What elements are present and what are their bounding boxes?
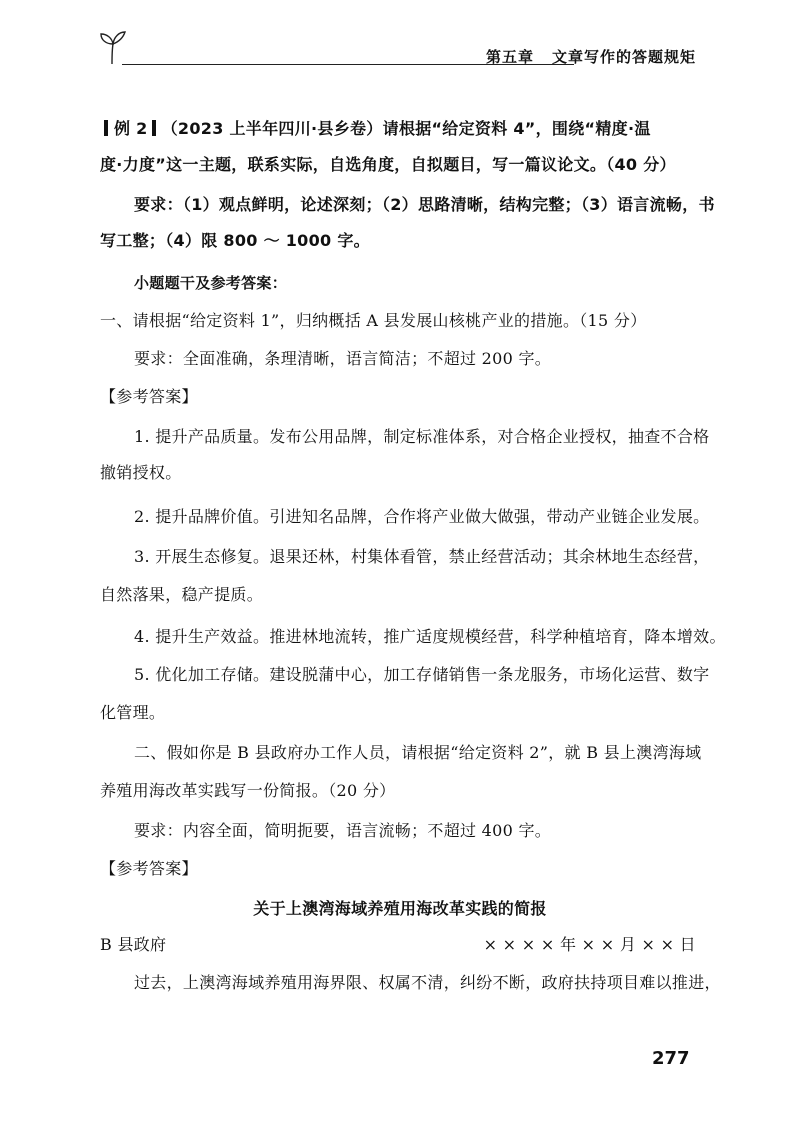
brief-meta [100, 934, 696, 956]
q2-requirement: 要求：内容全面，简明扼要，语言流畅；不超过 400 字。 [134, 821, 552, 840]
example-line-1 [100, 118, 700, 140]
brief-title: 关于上澳湾海域养殖用海改革实践的简报 [253, 899, 547, 918]
q1-stem: 一、请根据“给定资料 1”，归纳概括 A 县发展山核桃产业的措施。（15 分） [100, 311, 647, 330]
page-number: 277 [652, 1048, 690, 1069]
chapter-heading [486, 46, 696, 67]
q1-answer-3a: 3. 开展生态修复。退果还林，村集体看管，禁止经营活动；其余林地生态经营， [134, 547, 710, 566]
q1-answer-4: 4. 提升生产效益。推进林地流转，推广适度规模经营，科学种植培育，降本增效。 [134, 627, 726, 646]
q2-stem-1: 二、假如你是 B 县政府办工作人员，请根据“给定资料 2”，就 B 县上澳湾海域 [134, 743, 702, 762]
brief-date: × × × × 年 × × 月 × × 日 [483, 935, 696, 954]
chapter-title: 文章写作的答题规矩 [551, 48, 696, 66]
small-questions-heading: 小题题干及参考答案： [134, 274, 288, 292]
q2-stem-2: 养殖用海改革实践写一份简报。（20 分） [100, 781, 396, 800]
q1-answer-1a: 1. 提升产品质量。发布公用品牌，制定标准体系，对合格企业授权，抽查不合格 [134, 427, 710, 446]
example-text-1: （2023 上半年四川·县乡卷）请根据“给定资料 4”，围绕“精度·温 [161, 119, 651, 138]
example-label: 例 2 [114, 119, 148, 138]
page-header [96, 28, 700, 68]
label-bar-right [152, 120, 156, 136]
example-req-1: 要求：（1）观点鲜明，论述深刻；（2）思路清晰，结构完整；（3）语言流畅，书 [134, 195, 715, 214]
example-line-2: 度·力度”这一主题，联系实际，自选角度，自拟题目，写一篇议论文。（40 分） [100, 155, 676, 174]
q1-answer-5b: 化管理。 [100, 703, 166, 722]
q1-answer-5a: 5. 优化加工存储。建设脱蒲中心，加工存储销售一条龙服务，市场化运营、数字 [134, 665, 710, 684]
q1-answer-3b: 自然落果，稳产提质。 [100, 585, 264, 604]
brief-body-1: 过去，上澳湾海域养殖用海界限、权属不清，纠纷不断，政府扶持项目难以推进， [134, 973, 721, 992]
chapter-number: 第五章 [485, 48, 534, 66]
q1-requirement: 要求：全面准确，条理清晰，语言简洁；不超过 200 字。 [134, 349, 552, 368]
q1-answer-heading: 【参考答案】 [100, 387, 198, 406]
q1-answer-2: 2. 提升品牌价值。引进知名品牌，合作将产业做大做强，带动产业链企业发展。 [134, 507, 710, 526]
example-req-2: 写工整；（4）限 800 ～ 1000 字。 [100, 231, 370, 250]
label-bar-left [104, 120, 108, 136]
q1-answer-1b: 撤销授权。 [100, 463, 182, 482]
sprout-icon [96, 30, 130, 64]
q2-answer-heading: 【参考答案】 [100, 859, 198, 878]
brief-issuer: B 县政府 [100, 935, 167, 954]
